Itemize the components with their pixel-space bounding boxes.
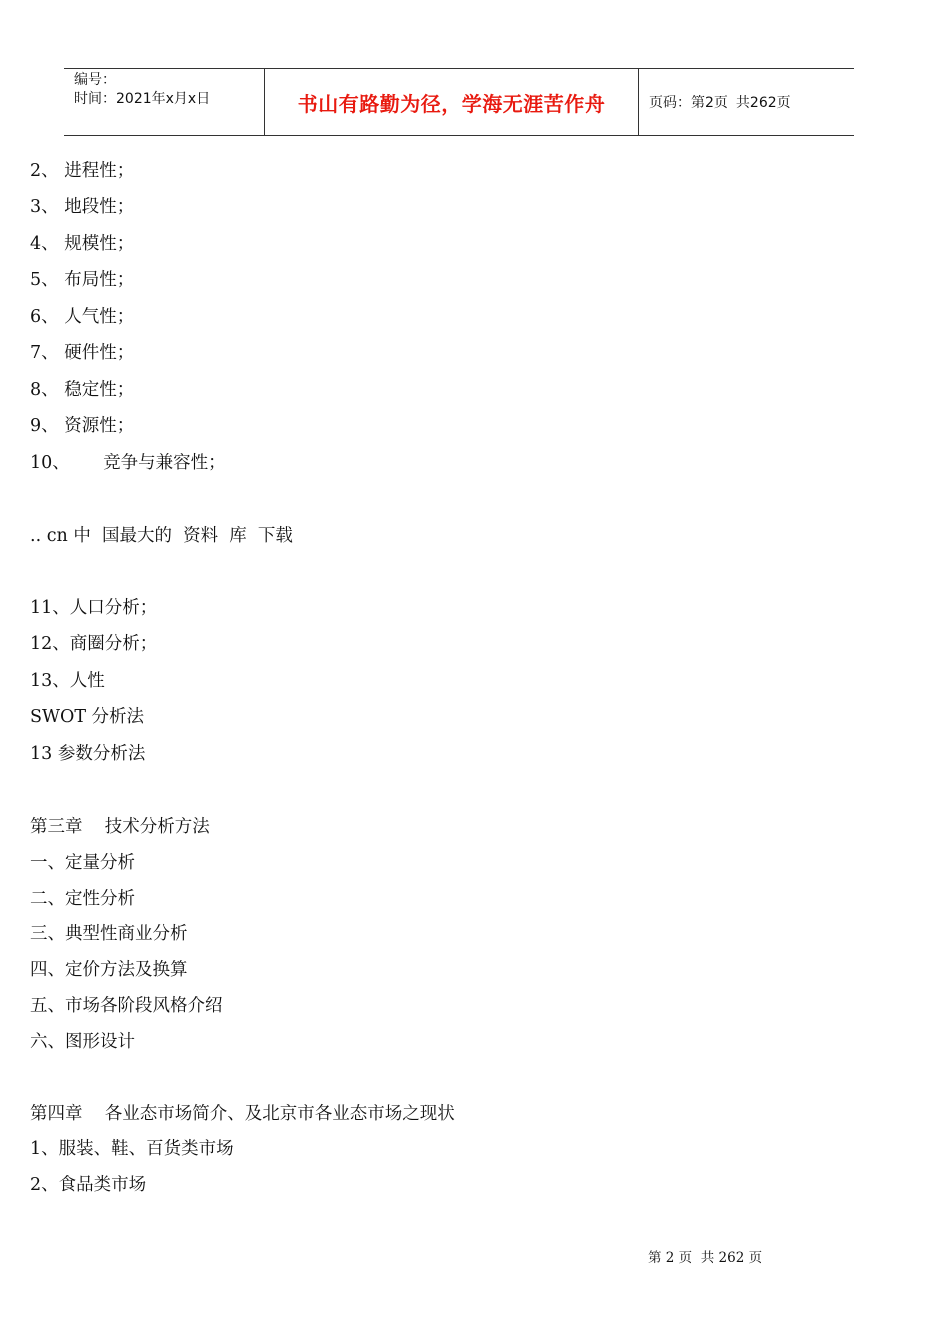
header-page-number: 页码：第2页 — [649, 95, 728, 111]
header-meta — [64, 69, 265, 135]
list-item: 4、 规模性； — [30, 234, 135, 254]
chapter-heading: 第三章 技术分析方法 — [30, 817, 210, 837]
list-item: 1、服装、鞋、百货类市场 — [30, 1139, 234, 1159]
document-number: 编号： — [74, 72, 116, 88]
list-item: SWOT 分析法 — [30, 707, 145, 727]
header-motto: 书山有路勤为径，学海无涯苦作舟 — [265, 69, 639, 135]
list-item: 7、 硬件性； — [30, 343, 135, 363]
header-page-info — [639, 69, 854, 135]
list-item: 三、典型性商业分析 — [30, 924, 188, 944]
list-item: 13 参数分析法 — [30, 744, 146, 764]
list-item: 5、 布局性； — [30, 270, 135, 290]
list-item: 8、 稳定性； — [30, 380, 135, 400]
list-item: 9、 资源性； — [30, 416, 135, 436]
list-item: 11、人口分析； — [30, 598, 158, 618]
list-item: 2、食品类市场 — [30, 1175, 147, 1195]
chapter-heading: 第四章 各业态市场简介、及北京市各业态市场之现状 — [30, 1104, 455, 1124]
page-footer: 第 2 页 共 262 页 — [648, 1250, 763, 1266]
list-item: 3、 地段性； — [30, 197, 135, 217]
list-item: 6、 人气性； — [30, 307, 135, 327]
list-item: 四、定价方法及换算 — [30, 960, 188, 980]
list-item: 六、图形设计 — [30, 1032, 135, 1052]
header-page-total: 共262页 — [735, 95, 791, 111]
list-item: 五、市场各阶段风格介绍 — [30, 996, 223, 1016]
list-item: 12、商圈分析； — [30, 634, 158, 654]
list-item: 2、 进程性； — [30, 161, 135, 181]
document-time: 时间：2021年x月x日 — [74, 91, 211, 107]
watermark-line: .. cn 中 国最大的 资料 库 下载 — [30, 526, 293, 546]
page-header — [64, 68, 854, 136]
list-item: 一、定量分析 — [30, 853, 135, 873]
list-item: 10、 竞争与兼容性； — [30, 453, 226, 473]
list-item: 二、定性分析 — [30, 889, 135, 909]
list-item: 13、人性 — [30, 671, 105, 691]
